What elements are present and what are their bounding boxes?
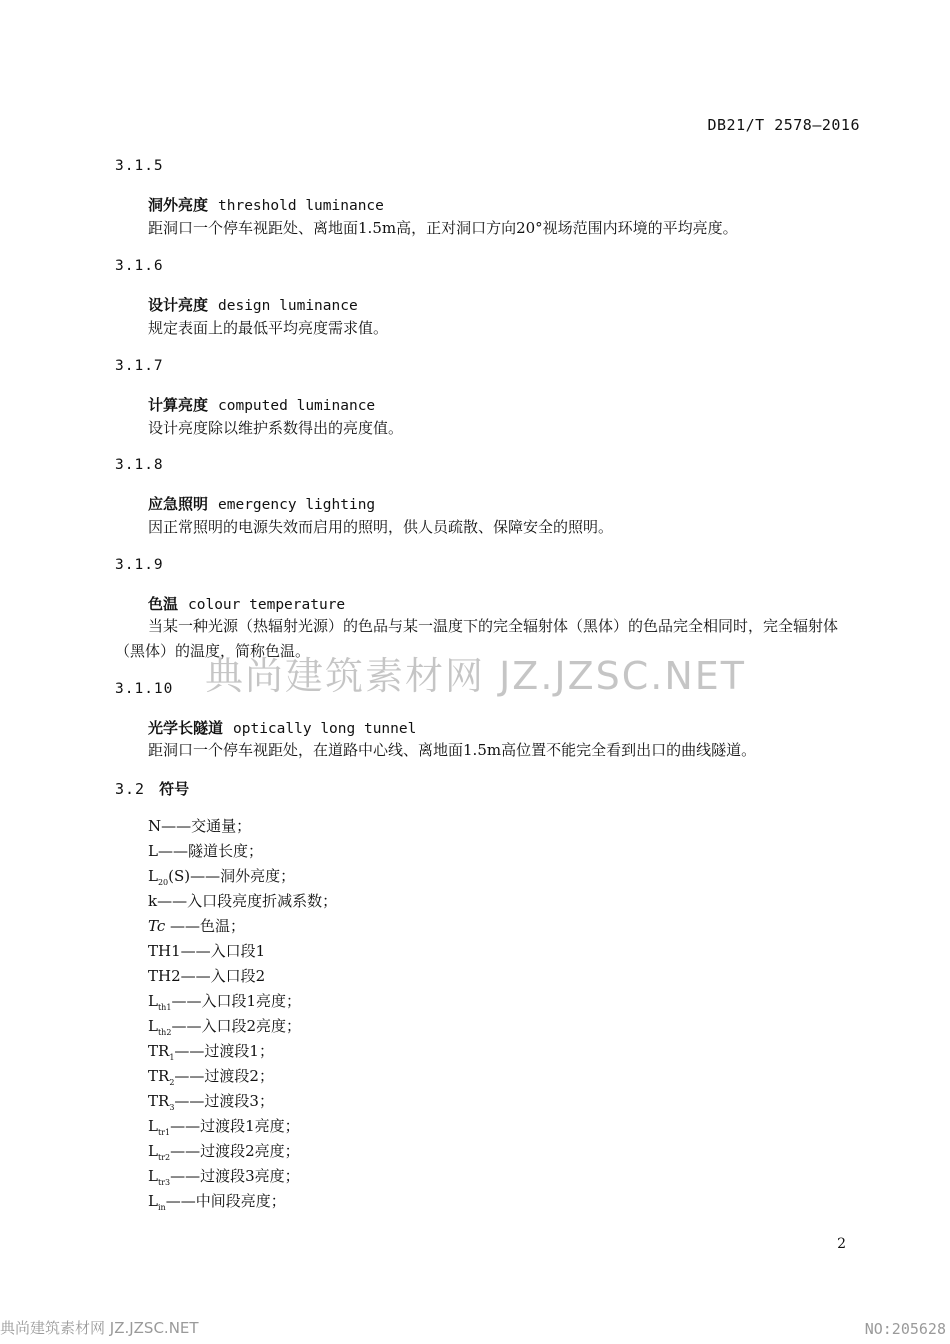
term-definition: 规定表面上的最低平均亮度需求值。: [148, 319, 389, 337]
symbol-item: [148, 839, 337, 864]
symbol-description: ——过渡段2亮度；: [170, 1142, 300, 1160]
symbol-description: ——入口段2亮度；: [171, 1017, 301, 1035]
term-heading: [148, 593, 345, 614]
watermark-text: 典尚建筑素材网 JZ.JZSC.NET: [205, 654, 747, 698]
symbol-item: [148, 1064, 337, 1089]
symbol-subscript: 20: [157, 878, 169, 887]
symbol-description: ——入口段1: [180, 942, 266, 960]
symbol-description: ——过渡段1亮度；: [170, 1117, 300, 1135]
symbol-description: ——入口段1亮度；: [171, 992, 301, 1010]
term-chinese: 计算亮度: [148, 396, 209, 414]
section-title: 符号: [159, 780, 190, 798]
symbol-description: ——隧道长度；: [157, 842, 263, 860]
term-definition: 因正常照明的电源失效而启用的照明，供人员疏散、保障安全的照明。: [148, 518, 614, 536]
symbol-item: [148, 1189, 337, 1214]
symbol-description: ——中间段亮度；: [165, 1192, 286, 1210]
term-definition: 设计亮度除以维护系数得出的亮度值。: [148, 419, 404, 437]
document-code: DB21/T 2578—2016: [707, 116, 860, 134]
symbol-letter: TH2: [148, 967, 181, 985]
symbol-item: [148, 914, 337, 939]
symbol-subscript: th2: [157, 1028, 172, 1037]
page-number: 2: [837, 1236, 846, 1252]
symbol-list: [148, 814, 337, 1214]
symbol-subscript: tr1: [157, 1128, 171, 1137]
symbol-item: [148, 1114, 337, 1139]
term-chinese: 洞外亮度: [148, 196, 209, 214]
symbol-subscript: 3: [169, 1103, 175, 1112]
clause-number: 3.1.7: [115, 358, 164, 374]
term-english: optically long tunnel: [233, 721, 417, 737]
symbol-description: ——过渡段2；: [174, 1067, 274, 1085]
term-definition: 距洞口一个停车视距处、离地面1.5m高，正对洞口方向20°视场范围内环境的平均亮度。: [148, 219, 738, 237]
term-english: colour temperature: [188, 597, 346, 613]
symbol-description: ——过渡段3亮度；: [170, 1167, 300, 1185]
symbol-item: [148, 814, 337, 839]
symbol-item: [148, 889, 337, 914]
term-english: design luminance: [218, 298, 358, 314]
symbol-letter: L: [148, 1117, 158, 1135]
clause-number: 3.1.8: [115, 457, 164, 473]
term-heading: [148, 294, 358, 315]
symbol-letter: L: [148, 867, 158, 885]
symbol-description: ——入口段2: [180, 967, 266, 985]
symbol-letter: Tc: [148, 917, 166, 935]
term-definition: 当某一种光源（热辐射光源）的色品与某一温度下的完全辐射体（黑体）的色品完全相同时，完全辐射体（黑体）的温度，简称色温。: [115, 617, 839, 660]
symbol-letter: L: [148, 1017, 158, 1035]
term-chinese: 设计亮度: [148, 296, 209, 314]
symbol-description: ——色温；: [165, 917, 246, 935]
clause-number: 3.1.5: [115, 158, 164, 174]
term-heading: [148, 194, 384, 215]
symbol-letter: TR: [148, 1092, 170, 1110]
footer-site-name: 典尚建筑素材网 JZ.JZSC.NET: [0, 1319, 199, 1337]
symbol-item: [148, 939, 337, 964]
symbol-description: ——过渡段1；: [174, 1042, 274, 1060]
symbol-letter: TR: [148, 1042, 170, 1060]
symbol-subscript: tr2: [157, 1153, 171, 1162]
symbol-subscript: 2: [169, 1078, 175, 1087]
symbol-letter: k: [148, 892, 158, 910]
symbol-item: [148, 1139, 337, 1164]
symbol-letter: TH1: [148, 942, 181, 960]
symbol-letter: N: [148, 817, 162, 835]
symbol-letter: L: [148, 1167, 158, 1185]
symbol-item: [148, 864, 337, 889]
term-english: computed luminance: [218, 398, 376, 414]
section-number: 3.2: [115, 780, 146, 798]
symbol-item: [148, 964, 337, 989]
symbol-letter: L: [148, 1192, 158, 1210]
symbol-letter: TR: [148, 1067, 170, 1085]
term-english: emergency lighting: [218, 497, 376, 513]
symbol-letter: L: [148, 1142, 158, 1160]
term-chinese: 光学长隧道: [148, 719, 224, 737]
symbol-description: ——交通量；: [161, 817, 252, 835]
symbol-letter: L: [148, 992, 158, 1010]
symbol-subscript: in: [157, 1203, 166, 1212]
symbol-subscript: th1: [157, 1003, 172, 1012]
term-chinese: 色温: [148, 595, 179, 613]
term-heading: [148, 493, 375, 514]
term-definition: 距洞口一个停车视距处，在道路中心线、离地面1.5m高位置不能完全看到出口的曲线隧道。: [148, 741, 757, 759]
term-heading: [148, 394, 375, 415]
symbol-subscript: 1: [169, 1053, 175, 1062]
symbol-letter: L: [148, 842, 158, 860]
symbol-subscript: tr3: [157, 1178, 171, 1187]
symbol-item: [148, 989, 337, 1014]
term-chinese: 应急照明: [148, 495, 209, 513]
clause-number: 3.1.10: [115, 681, 174, 697]
term-heading: [148, 717, 416, 738]
symbol-description: (S)——洞外亮度；: [168, 867, 296, 885]
clause-number: 3.1.9: [115, 557, 164, 573]
symbol-item: [148, 1039, 337, 1064]
term-english: threshold luminance: [218, 198, 384, 214]
clause-number: 3.1.6: [115, 258, 164, 274]
section-heading: [115, 778, 189, 799]
symbol-item: [148, 1014, 337, 1039]
footer-document-number: NO:205628: [864, 1320, 946, 1338]
symbol-item: [148, 1089, 337, 1114]
symbol-description: ——过渡段3；: [174, 1092, 274, 1110]
symbol-item: [148, 1164, 337, 1189]
symbol-description: ——入口段亮度折减系数；: [157, 892, 338, 910]
